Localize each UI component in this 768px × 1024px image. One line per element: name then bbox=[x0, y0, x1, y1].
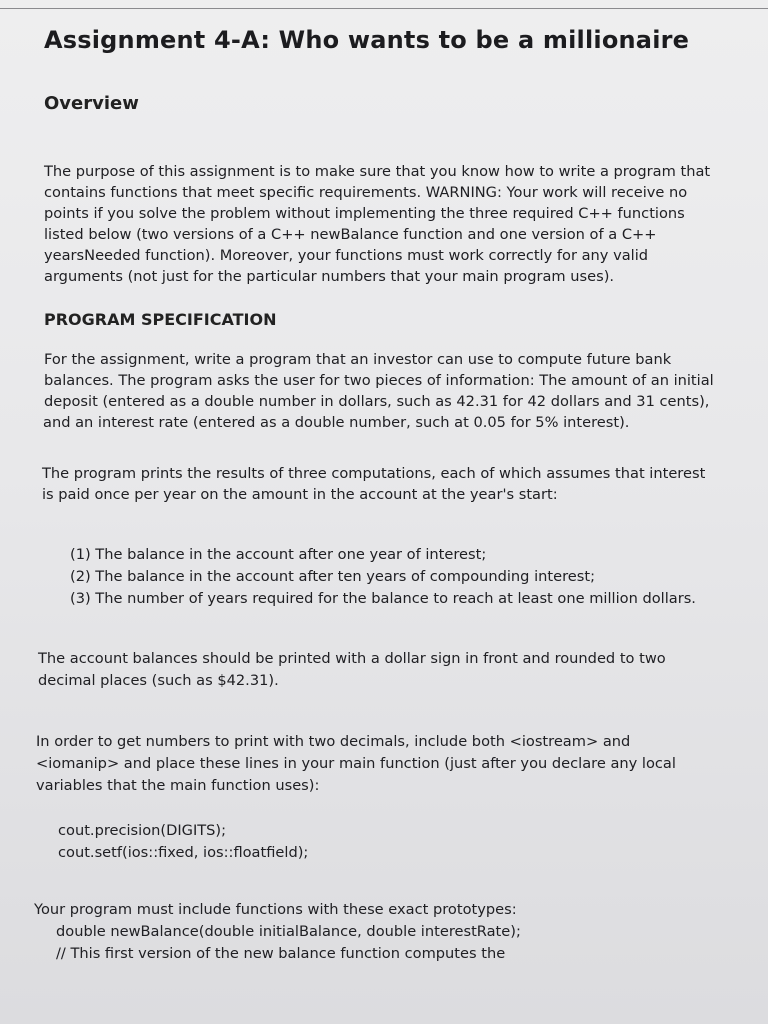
page-top-rule bbox=[0, 8, 768, 9]
computation-item: (1) The balance in the account after one year of interest; bbox=[70, 546, 487, 563]
prints-line: is paid once per year on the amount in the account at the year's start: bbox=[42, 486, 558, 503]
balance-line: decimal places (such as $42.31). bbox=[38, 672, 279, 689]
computation-item: (3) The number of years required for the balance to reach at least one million dollars. bbox=[70, 590, 696, 607]
spec-line: deposit (entered as a double number in dollars, such as 42.31 for 42 dollars and 31 cents), bbox=[44, 393, 710, 410]
prints-line: The program prints the results of three computations, each of which assumes that interest bbox=[42, 465, 706, 482]
decimals-line: <iomanip> and place these lines in your main function (just after you declare any local bbox=[36, 755, 676, 772]
overview-line: yearsNeeded function). Moreover, your functions must work correctly for any valid bbox=[44, 247, 649, 264]
overview-line: points if you solve the problem without implementing the three required C++ functions bbox=[44, 205, 685, 222]
decimals-line: variables that the main function uses): bbox=[36, 777, 320, 794]
overview-heading: Overview bbox=[44, 93, 139, 114]
program-specification-heading: PROGRAM SPECIFICATION bbox=[44, 310, 277, 329]
assignment-title: Assignment 4-A: Who wants to be a millionaire bbox=[44, 26, 690, 54]
code-line: cout.precision(DIGITS); bbox=[58, 822, 227, 839]
spec-line: For the assignment, write a program that an investor can use to compute future bank bbox=[44, 351, 672, 368]
overview-line: contains functions that meet specific requirements. WARNING: Your work will receive no bbox=[44, 184, 688, 201]
spec-line: and an interest rate (entered as a double number, such at 0.05 for 5% interest). bbox=[43, 414, 630, 431]
balance-line: The account balances should be printed with a dollar sign in front and rounded to two bbox=[38, 650, 666, 667]
prototypes-intro: Your program must include functions with these exact prototypes: bbox=[34, 901, 517, 918]
prototype-line: double newBalance(double initialBalance, double interestRate); bbox=[56, 923, 521, 940]
computation-item: (2) The balance in the account after ten years of compounding interest; bbox=[70, 568, 595, 585]
overview-line: listed below (two versions of a C++ newBalance function and one version of a C++ bbox=[44, 226, 657, 243]
overview-line: The purpose of this assignment is to make sure that you know how to write a program that bbox=[44, 163, 711, 180]
spec-line: balances. The program asks the user for two pieces of information: The amount of an initial bbox=[44, 372, 714, 389]
overview-line: arguments (not just for the particular numbers that your main program uses). bbox=[44, 268, 615, 285]
decimals-line: In order to get numbers to print with two decimals, include both <iostream> and bbox=[36, 733, 631, 750]
code-line: cout.setf(ios::fixed, ios::floatfield); bbox=[58, 844, 309, 861]
prototype-line: // This first version of the new balance function computes the bbox=[56, 945, 506, 962]
